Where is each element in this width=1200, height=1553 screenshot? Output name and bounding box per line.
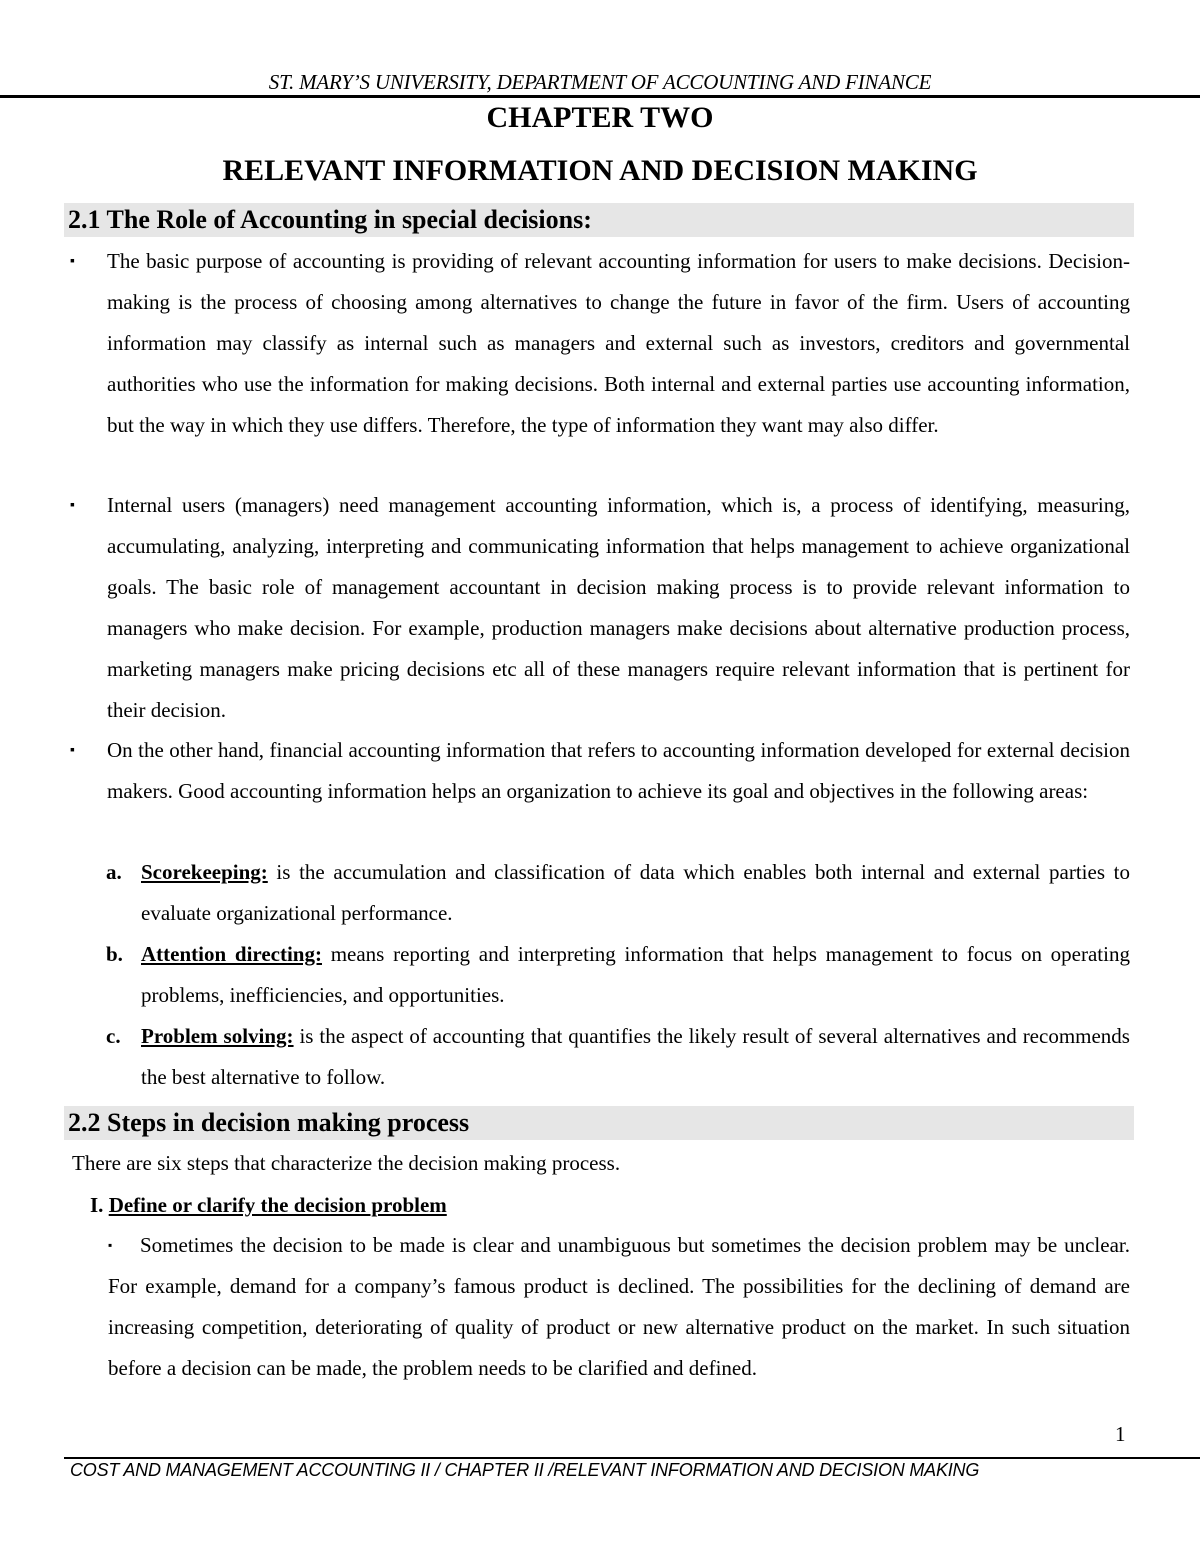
area-text: is the accumulation and classification of data which enables both internal and external parties to evaluate organizational performance.	[141, 860, 1130, 925]
area-paragraph	[141, 1016, 1130, 1098]
page-number: 1	[1115, 1422, 1126, 1446]
area-term: Attention directing:	[141, 942, 322, 966]
area-item-problem-solving	[106, 1016, 1130, 1098]
area-text: is the aspect of accounting that quantifies the likely result of several alternatives and recommends the best alternative to follow.	[141, 1024, 1130, 1089]
area-item-scorekeeping	[106, 852, 1130, 934]
step-title	[90, 1190, 447, 1220]
paragraph: Internal users (managers) need management accounting information, which is, a process of identifying, measuring, accumulating, analyzing, interpreting and communicating information that helps management to achieve organizational goals. The basic role of management accountant in decision making process is to provide relevant information to managers who make decision. For example, production managers make decisions about alternative production process, marketing managers make pricing decisions etc all of these managers require relevant information that is pertinent for their decision.	[107, 493, 1130, 722]
area-term: Problem solving:	[141, 1024, 294, 1048]
header-rule	[0, 95, 1200, 98]
bullet-icon: ▪	[70, 254, 75, 269]
bullet-item-internal-users	[70, 485, 1130, 731]
list-letter: a.	[106, 860, 122, 884]
footer-rule	[64, 1457, 1200, 1459]
step-bullet-item	[108, 1225, 1130, 1389]
list-letter: c.	[106, 1024, 121, 1048]
step-number: I.	[90, 1193, 104, 1217]
paragraph: The basic purpose of accounting is providing of relevant accounting information for users to make decisions. Decision-making is the process of choosing among alternatives to change the future in favor of the firm. Users of accounting information may classify as internal such as managers and external such as investors, creditors and governmental authorities who use the information for making decisions. Both internal and external parties use accounting information, but the way in which they use differs. Therefore, the type of information they want may also differ.	[107, 249, 1130, 437]
step-bullet-text: Sometimes the decision to be made is clear and unambiguous but sometimes the decision problem may be unclear. For example, demand for a company’s famous product is declined. The possibilities for the declining of demand are increasing competition, deteriorating of quality of product or new alternative product on the market. In such situation before a decision can be made, the problem needs to be clarified and defined.	[108, 1233, 1130, 1380]
bullet-icon: ▪	[70, 743, 75, 758]
section-heading-2-2: 2.2 Steps in decision making process	[64, 1106, 1134, 1140]
section-heading-2-1: 2.1 The Role of Accounting in special decisions:	[64, 203, 1134, 237]
area-text: means reporting and interpreting information that helps management to focus on operating problems, inefficiencies, and opportunities.	[141, 942, 1130, 1007]
bullet-item-purpose	[70, 241, 1130, 446]
chapter-title: RELEVANT INFORMATION AND DECISION MAKING	[222, 154, 978, 187]
area-paragraph	[141, 934, 1130, 1016]
bullet-icon: ▪	[108, 1238, 113, 1252]
list-letter: b.	[106, 942, 123, 966]
bullet-icon: ▪	[70, 498, 75, 513]
running-footer: COST AND MANAGEMENT ACCOUNTING II / CHAPTER II /RELEVANT INFORMATION AND DECISION MAKING	[70, 1460, 980, 1480]
area-paragraph	[141, 852, 1130, 934]
section-intro: There are six steps that characterize the decision making process.	[72, 1151, 621, 1175]
paragraph: On the other hand, financial accounting information that refers to accounting information developed for external decision makers. Good accounting information helps an organization to achieve its goal and objectives in the following areas:	[107, 738, 1130, 803]
area-term: Scorekeeping:	[141, 860, 268, 884]
area-item-attention-directing	[106, 934, 1130, 1016]
step-title-text: Define or clarify the decision problem	[108, 1193, 447, 1217]
bullet-item-financial-accounting	[70, 730, 1130, 812]
running-header: ST. MARY’S UNIVERSITY, DEPARTMENT OF ACCOUNTING AND FINANCE	[268, 70, 932, 94]
paragraph	[108, 1225, 1130, 1389]
chapter-number: CHAPTER TWO	[486, 101, 714, 134]
